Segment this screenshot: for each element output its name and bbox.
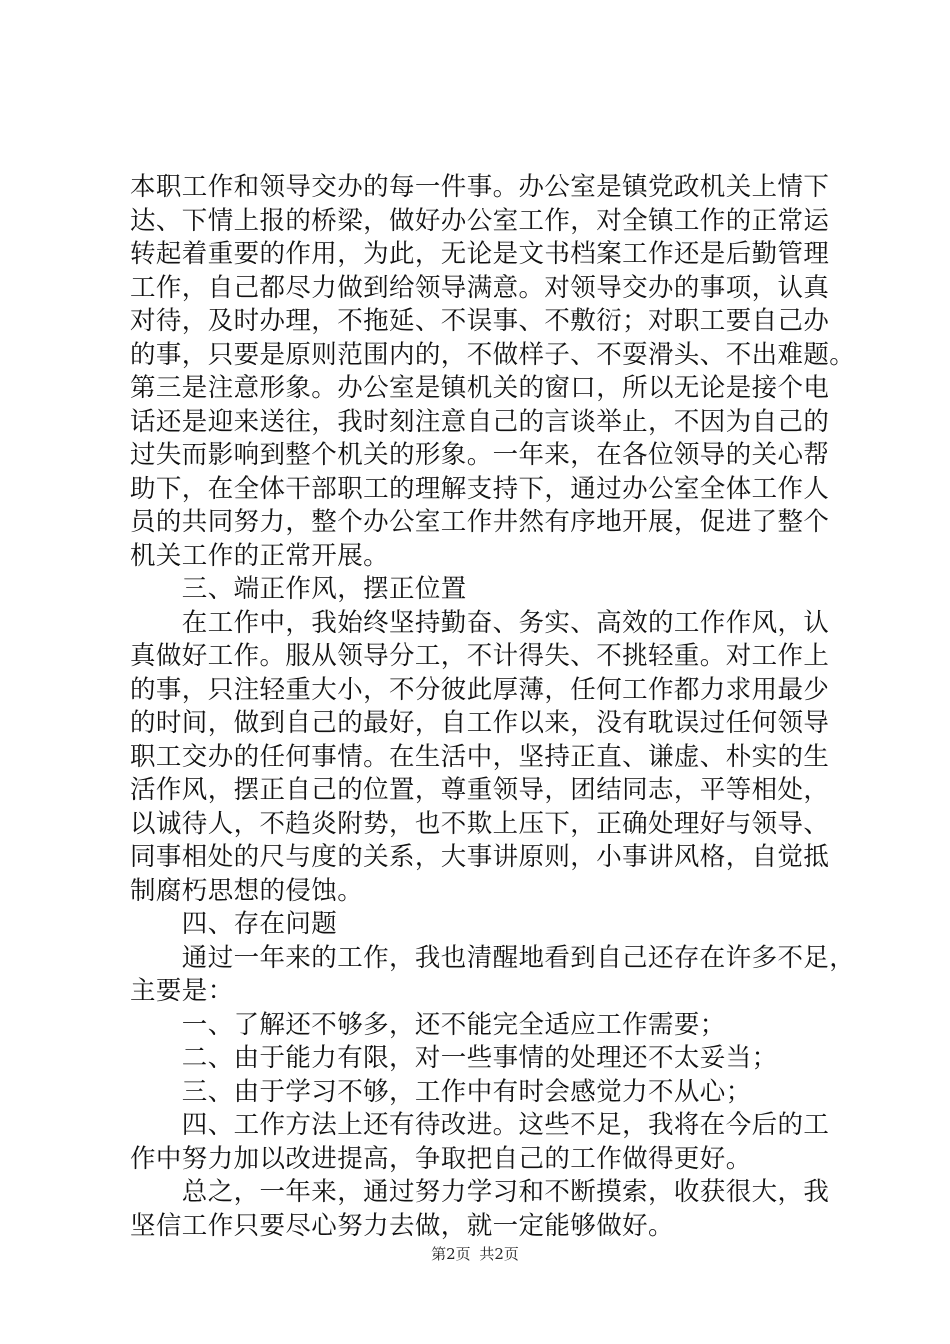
text-line: 主要是： — [130, 976, 234, 1006]
section-heading: 四、存在问题 — [130, 909, 338, 939]
text-line: 本职工作和领导交办的每一件事。办公室是镇党政机关上情下 — [130, 172, 830, 202]
list-item: 二、由于能力有限，对一些事情的处理还不太妥当； — [130, 1043, 778, 1073]
text-line: 以诚待人，不趋炎附势，也不欺上压下，正确处理好与领导、 — [130, 808, 830, 839]
text-line: 真做好工作。服从领导分工，不计得失、不挑轻重。对工作上 — [130, 641, 830, 671]
text-line: 达、下情上报的桥梁，做好办公室工作，对全镇工作的正常运 — [130, 205, 830, 236]
text-line: 对待，及时办理，不拖延、不误事、不敷衍；对职工要自己办 — [130, 306, 830, 336]
list-item: 一、了解还不够多，还不能完全适应工作需要； — [130, 1009, 726, 1040]
text-line: 话还是迎来送往，我时刻注意自己的言谈举止，不因为自己的 — [130, 406, 830, 437]
text-line: 机关工作的正常开展。 — [130, 540, 390, 571]
page-footer — [0, 1244, 950, 1264]
list-item: 四、工作方法上还有待改进。这些不足，我将在今后的工 — [130, 1110, 830, 1140]
text-line: 的事，只要是原则范围内的，不做样子、不耍滑头、不出难题。 — [130, 339, 856, 370]
document-body — [130, 171, 856, 1243]
section-heading: 三、端正作风，摆正位置 — [130, 574, 467, 604]
text-line: 工作，自己都尽力做到给领导满意。对领导交办的事项，认真 — [130, 272, 830, 303]
text-line: 员的共同努力，整个办公室工作井然有序地开展，促进了整个 — [130, 507, 830, 537]
text-line: 的事，只注轻重大小，不分彼此厚薄，任何工作都力求用最少 — [130, 674, 830, 705]
text-line: 活作风，摆正自己的位置，尊重领导，团结同志，平等相处， — [130, 775, 830, 805]
text-line: 通过一年来的工作，我也清醒地看到自己还存在许多不足， — [130, 942, 856, 973]
text-line: 总之，一年来，通过努力学习和不断摸索，收获很大，我 — [130, 1177, 830, 1207]
text-line: 第三是注意形象。办公室是镇机关的窗口，所以无论是接个电 — [130, 373, 830, 403]
text-line: 坚信工作只要尽心努力去做，就一定能够做好。 — [130, 1210, 674, 1241]
text-line: 同事相处的尺与度的关系，大事讲原则，小事讲风格，自觉抵 — [130, 842, 830, 872]
page-number: 第2页 — [431, 1245, 471, 1263]
text-line: 在工作中，我始终坚持勤奋、务实、高效的工作作风，认 — [130, 607, 830, 638]
text-line: 的时间，做到自己的最好，自工作以来，没有耽误过任何领导 — [130, 708, 830, 738]
text-line: 转起着重要的作用，为此，无论是文书档案工作还是后勤管理 — [130, 239, 830, 269]
text-line: 制腐朽思想的侵蚀。 — [130, 875, 364, 906]
page-total: 共2页 — [479, 1245, 519, 1263]
list-item: 三、由于学习不够，工作中有时会感觉力不从心； — [130, 1076, 752, 1107]
text-line: 作中努力加以改进提高，争取把自己的工作做得更好。 — [130, 1143, 752, 1174]
text-line: 助下，在全体干部职工的理解支持下，通过办公室全体工作人 — [130, 473, 830, 504]
text-line: 职工交办的任何事情。在生活中，坚持正直、谦虚、朴实的生 — [130, 741, 830, 772]
text-line: 过失而影响到整个机关的形象。一年来，在各位领导的关心帮 — [130, 440, 830, 470]
